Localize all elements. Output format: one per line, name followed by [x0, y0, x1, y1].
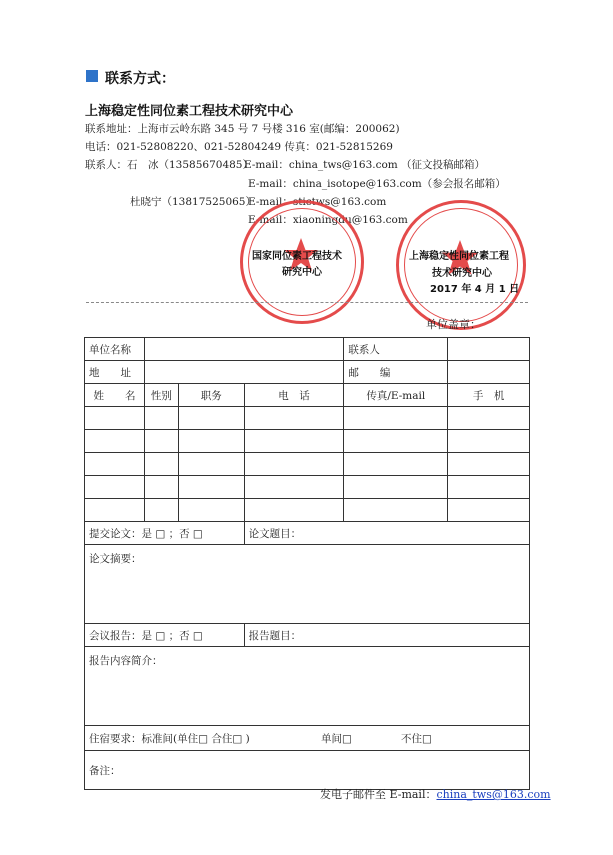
abstract-row: [85, 545, 530, 624]
attendee-row: [85, 499, 530, 522]
lodging-standard-choice[interactable]: 住宿要求：标准间(单住□ 合住□ ): [89, 732, 250, 745]
left-official-seal: [240, 200, 364, 324]
contact-address: 联系地址：上海市云岭东路 345 号 7 号楼 316 室(邮编：200062): [85, 123, 400, 135]
lodging-single-choice[interactable]: 单间□: [321, 732, 352, 745]
report-summary-field[interactable]: 报告内容简介：: [85, 647, 530, 726]
attendee-cell[interactable]: [244, 476, 344, 499]
contact-person-label: 联系人: [344, 338, 448, 361]
attendee-cell[interactable]: [344, 407, 448, 430]
report-title-field[interactable]: 报告题目：: [244, 624, 529, 647]
attendee-cell[interactable]: [178, 453, 244, 476]
meeting-report-choice[interactable]: 会议报告：是 □ ；否 □: [85, 624, 245, 647]
attendee-cell[interactable]: [144, 476, 178, 499]
attendee-cell[interactable]: [448, 453, 530, 476]
attendee-cell[interactable]: [144, 430, 178, 453]
attendee-cell[interactable]: [344, 453, 448, 476]
section-square-icon: [86, 70, 98, 82]
attendee-row: [85, 430, 530, 453]
attendee-cell[interactable]: [178, 499, 244, 522]
attendee-cell[interactable]: [244, 453, 344, 476]
attendee-cell[interactable]: [178, 476, 244, 499]
attendee-cell[interactable]: [344, 476, 448, 499]
notes-row: [85, 751, 530, 790]
attendee-cell[interactable]: [244, 430, 344, 453]
attendee-cell[interactable]: [244, 407, 344, 430]
unit-name-field[interactable]: [144, 338, 343, 361]
attendee-cell[interactable]: [85, 453, 145, 476]
form-row-address: [85, 361, 530, 384]
left-seal-text-1: 国家同位素工程技术: [252, 251, 342, 262]
attendee-header-row: [85, 384, 530, 407]
right-seal-text-1: 上海稳定性同位素工程: [409, 251, 509, 262]
attendee-row: [85, 453, 530, 476]
attendee-cell[interactable]: [244, 499, 344, 522]
attendee-cell[interactable]: [448, 430, 530, 453]
attendee-cell[interactable]: [144, 407, 178, 430]
unit-name-label: 单位名称: [85, 338, 145, 361]
header-phone: 电 话: [244, 384, 344, 407]
contact-person-2: 杜晓宁（13817525065）: [130, 196, 256, 208]
report-row: [85, 624, 530, 647]
attendee-cell[interactable]: [85, 430, 145, 453]
attendee-cell[interactable]: [178, 407, 244, 430]
contact-person-1: 联系人：石 冰（13585670485）: [85, 159, 253, 171]
attendee-cell[interactable]: [144, 499, 178, 522]
footer-email-link[interactable]: china_tws@163.com: [436, 788, 551, 801]
lodging-none-choice[interactable]: 不住□: [401, 732, 432, 745]
lodging-row: [85, 726, 530, 751]
attendee-cell[interactable]: [344, 499, 448, 522]
right-seal-text-2: 技术研究中心: [432, 268, 492, 279]
footer-instruction: [320, 786, 551, 802]
cut-line-divider: [86, 302, 528, 303]
registration-form: [84, 337, 530, 790]
unit-seal-label: 单位盖章：: [426, 318, 481, 331]
report-summary-row: [85, 647, 530, 726]
attendee-cell[interactable]: [85, 476, 145, 499]
attendee-cell[interactable]: [85, 499, 145, 522]
email-1: E-mail：china_tws@163.com: [244, 159, 398, 171]
postcode-label: 邮 编: [344, 361, 448, 384]
contact-person-field[interactable]: [448, 338, 530, 361]
attendee-cell[interactable]: [448, 407, 530, 430]
address-field[interactable]: [144, 361, 343, 384]
footer-prefix: 发电子邮件至 E-mail：: [320, 788, 437, 801]
header-fax-email: 传真/E-mail: [344, 384, 448, 407]
paper-row: [85, 522, 530, 545]
attendee-cell[interactable]: [85, 407, 145, 430]
email-2: E-mail：china_isotope@163.com（参会报名邮箱）: [248, 178, 506, 190]
seal-date: 2017 年 4 月 1 日: [430, 284, 520, 295]
left-seal-text-2: 研究中心: [282, 267, 322, 278]
notes-field[interactable]: 备注：: [85, 751, 530, 790]
attendee-cell[interactable]: [178, 430, 244, 453]
paper-title-field[interactable]: 论文题目：: [244, 522, 529, 545]
header-title: 职务: [178, 384, 244, 407]
organization-name: 上海稳定性同位素工程技术研究中心: [85, 104, 294, 119]
attendee-cell[interactable]: [448, 476, 530, 499]
attendee-cell[interactable]: [448, 499, 530, 522]
email-1-note: （征文投稿邮箱）: [401, 159, 485, 171]
address-label: 地 址: [85, 361, 145, 384]
attendee-cell[interactable]: [144, 453, 178, 476]
postcode-field[interactable]: [448, 361, 530, 384]
section-heading: 联系方式：: [105, 71, 175, 87]
submit-paper-choice[interactable]: 提交论文：是 □ ；否 □: [85, 522, 245, 545]
email-4: E-mail：xiaoningdu@163.com: [248, 214, 408, 226]
header-gender: 性别: [144, 384, 178, 407]
contact-phone: 电话：021-52808220、021-52804249 传真：021-52815269: [85, 141, 393, 153]
attendee-cell[interactable]: [344, 430, 448, 453]
header-mobile: 手 机: [448, 384, 530, 407]
header-name: 姓 名: [85, 384, 145, 407]
lodging-cell: [85, 726, 530, 751]
email-3: E-mail：stictws@163.com: [248, 196, 387, 208]
form-row-unit: [85, 338, 530, 361]
attendee-row: [85, 407, 530, 430]
attendee-row: [85, 476, 530, 499]
paper-abstract-field[interactable]: 论文摘要：: [85, 545, 530, 624]
